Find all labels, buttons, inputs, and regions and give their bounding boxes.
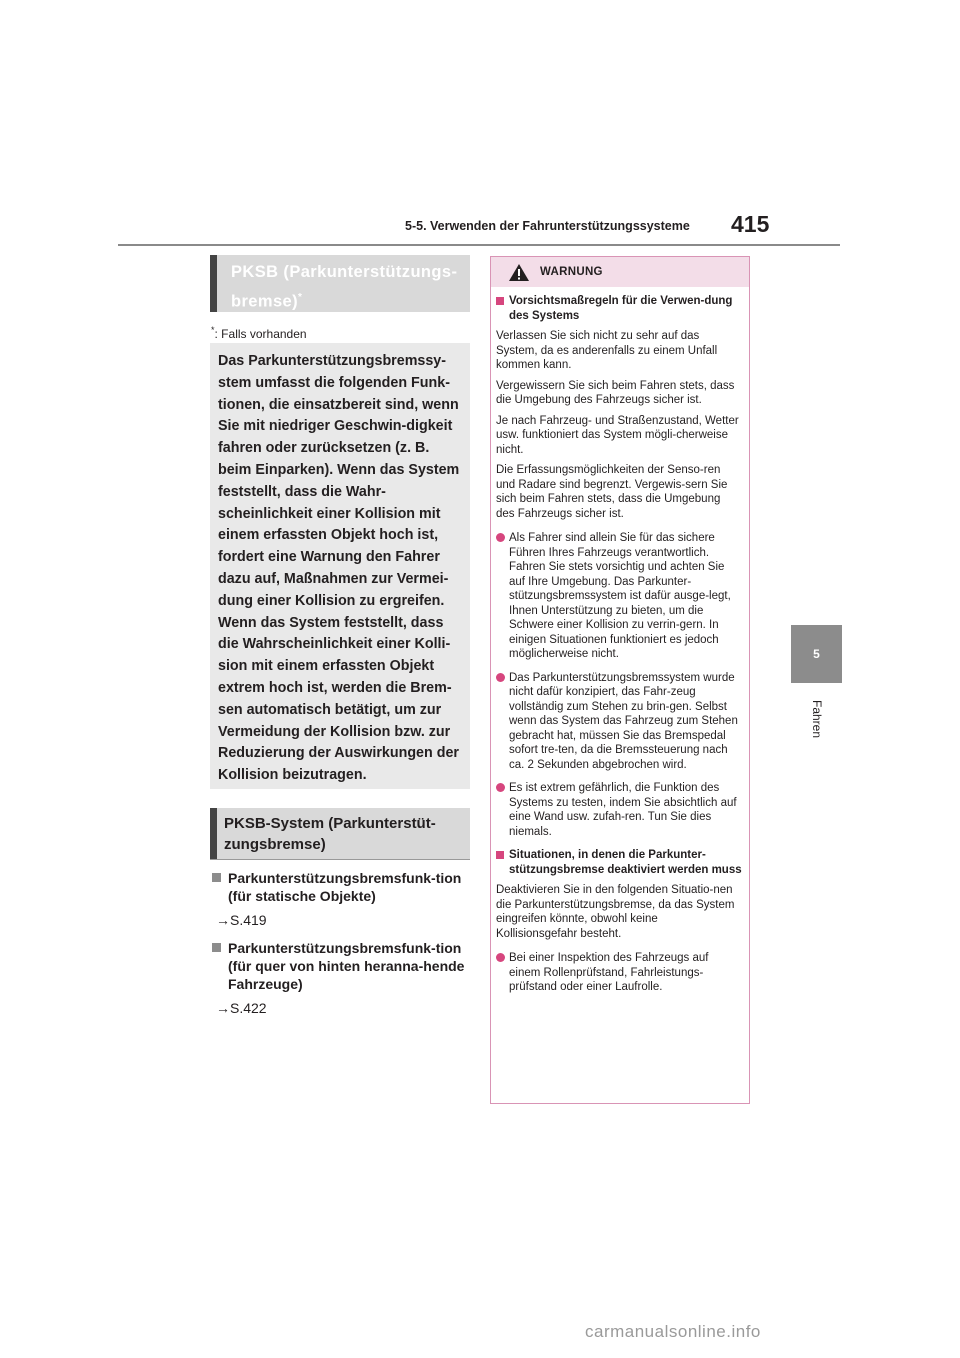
system-heading-text: PKSB-System (Parkunterstüt-zungsbremse) — [224, 815, 436, 853]
footnote — [211, 325, 307, 341]
intro-text: Das Parkunterstützungsbremssy-stem umfasst die folgenden Funk-tionen, die einsatzbereit sind, wenn Sie mit niedriger Geschwin-digkeit fahren oder zurücksetzen (z. B. beim Einparken). Wenn das System feststellt, dass die Wahr-scheinlichkeit einer Kollision mit einem erfassten Objekt hoch ist, fordert eine Warnung den Fahrer dazu auf, Maßnahmen zur Vermei-dung einer Kollision zu ergreifen. Wenn das System feststellt, dass die Wahrscheinlichkeit einer Kolli-sion mit einem erfassten Objekt extrem hoch ist, werden die Brem-sen automatisch betätigt, um zur Vermeidung der Kollision bzw. zur Reduzierung der Auswirkungen der Kollision beizutragen. — [218, 353, 460, 784]
system-heading — [210, 808, 470, 860]
footnote-text: : Falls vorhanden — [214, 327, 307, 341]
footnote-mark: * — [211, 325, 215, 335]
warning-paragraph: Deaktivieren Sie in den folgenden Situatio-nen die Parkunterstützungsbremse, da das System eingreifen könnte, obwohl keine Kollisionsgefahr besteht. — [496, 884, 735, 940]
intro-box — [210, 343, 470, 789]
square-bullet-icon — [212, 943, 221, 952]
warning-paragraph: Vergewissern Sie sich beim Fahren stets, dass die Umgebung des Fahrzeugs sicher ist. — [496, 379, 735, 406]
warning-paragraph: Je nach Fahrzeug- und Straßenzustand, Wetter usw. funktioniert das System mögli-cherweise nicht. — [496, 414, 739, 456]
warning-bullet-text: Das Parkunterstützungsbremssystem wurde nicht dafür konzipiert, das Fahr-zeug vollständig zum Stehen zu brin-gen. Selbst wenn das System das Fahrzeug zum Stehen gebracht hat, müssen Sie das Bremspedal sofort tre-ten, da die Bremssteuerung nach ca. 2 Sekunden abgebrochen wird. — [509, 671, 738, 771]
header-divider — [118, 244, 840, 246]
page-reference-link[interactable]: →S.422 — [216, 1000, 267, 1016]
warning-bullet — [496, 781, 742, 839]
square-bullet-icon — [212, 873, 221, 882]
circle-bullet-icon — [496, 783, 505, 792]
warning-paragraph: Verlassen Sie sich nicht zu sehr auf das System, da es anderenfalls zu einem Unfall kommen kann. — [496, 330, 718, 371]
pksb-heading-text: PKSB (Parkunterstützungs-bremse) — [231, 263, 458, 311]
square-bullet-icon — [496, 851, 504, 859]
pksb-heading-text-wrap — [231, 260, 477, 315]
warning-bullet-text: Es ist extrem gefährlich, die Funktion des Systems zu testen, indem Sie absichtlich auf eine Wand usw. zufah-ren. Tun Sie dies niemals. — [509, 782, 737, 838]
warning-bullet-text: Bei einer Inspektion des Fahrzeugs auf einem Rollenprüfstand, Fahrleistungs-prüfstand oder einer Laufrolle. — [509, 952, 709, 993]
warning-bullet — [496, 951, 742, 995]
list-item-label: Parkunterstützungsbremsfunk-tion (für quer von hinten heranna-hende Fahrzeuge) — [228, 940, 465, 992]
warning-bullet-text: Als Fahrer sind allein Sie für das sichere Führen Ihres Fahrzeugs verantwortlich. Fahren Sie stets vorsichtig und achten Sie auf Ihre Umgebung. Das Parkunter-stützungsbremssystem ist dafür ausge-legt, Ihnen Unterstützung zu bieten, um die Schwere einer Kollision zu verrin-gern. In einigen Situationen funktioniert es jedoch möglicherweise nicht. — [509, 532, 731, 660]
chapter-tab-label-wrap — [783, 700, 849, 750]
warning-bullet — [496, 531, 742, 662]
pksb-heading-mark: * — [298, 292, 303, 303]
warning-subheading — [496, 294, 742, 323]
warning-bullet — [496, 671, 742, 773]
circle-bullet-icon — [496, 533, 505, 542]
square-bullet-icon — [496, 297, 504, 305]
page-reference-link[interactable]: →S.419 — [216, 912, 267, 928]
system-heading-divider — [210, 859, 470, 860]
chapter-tab-number: 5 — [813, 647, 820, 661]
list-item — [212, 939, 468, 997]
pksb-heading — [210, 255, 470, 312]
chapter-tab-label: Fahren — [810, 700, 824, 739]
warning-subheading-text: Situationen, in denen die Parkunter-stützungsbremse deaktiviert werden muss — [509, 849, 742, 876]
list-item — [212, 869, 468, 909]
list-item-label: Parkunterstützungsbremsfunk-tion (für statische Objekte) — [228, 870, 462, 904]
warning-subheading — [496, 848, 742, 877]
circle-bullet-icon — [496, 953, 505, 962]
circle-bullet-icon — [496, 673, 505, 682]
warning-paragraph: Die Erfassungsmöglichkeiten der Senso-ren und Radare sind begrenzt. Vergewis-sern Sie sich beim Fahren stets, dass die Umgebung des Fahrzeugs sicher ist. — [496, 464, 728, 520]
footer-watermark: carmanualsonline.info — [585, 1322, 761, 1341]
warning-subheading-text: Vorsichtsmaßregeln für die Verwen-dung des Systems — [509, 295, 733, 322]
page-number: 415 — [731, 211, 770, 237]
warning-title: WARNUNG — [540, 266, 603, 278]
warning-triangle-icon — [508, 263, 530, 287]
section-header: 5-5. Verwenden der Fahrunterstützungssysteme — [405, 219, 690, 233]
warning-body — [496, 294, 742, 1004]
